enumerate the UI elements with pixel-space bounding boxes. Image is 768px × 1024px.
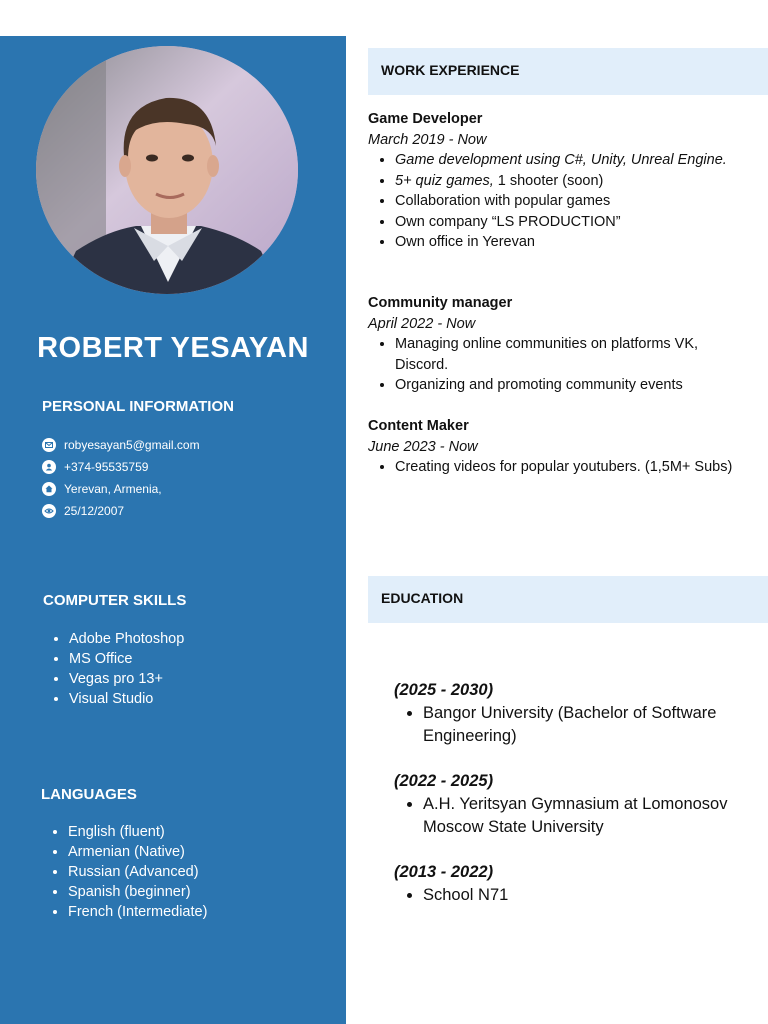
eye-icon [42,504,56,518]
job-game-developer [368,109,748,253]
job-title: Content Maker [368,418,469,434]
contact-email-text: robyesayan5@gmail.com [64,438,200,452]
list-item: • Bangor University (Bachelor of Software Engineering) [423,702,754,748]
portrait-image [36,46,298,294]
education-years: (2025 - 2030) [394,681,494,699]
job-bullets [368,334,748,396]
personal-info-heading: PERSONAL INFORMATION [42,398,234,415]
person-name: ROBERT YESAYAN [37,332,309,364]
education-entry [394,861,754,907]
list-item: • English (fluent) [68,822,207,842]
list-item: • French (Intermediate) [68,902,207,922]
list-item: • Armenian (Native) [68,842,207,862]
computer-skills-heading: COMPUTER SKILLS [43,592,187,609]
list-item: • School N71 [423,884,754,907]
education-years: (2022 - 2025) [394,772,494,790]
job-bullets [368,150,748,253]
contact-email [42,434,200,456]
list-item: • Vegas pro 13+ [69,669,184,689]
list-item: • Managing online communities on platforms VK, Discord. [395,334,748,375]
list-item: • Collaboration with popular games [395,191,748,212]
education-entry [394,770,754,839]
education-header [368,576,768,623]
job-community-manager [368,293,748,396]
job-bullets [368,457,748,478]
contact-address [42,478,200,500]
contact-phone-text: +374-95535759 [64,460,149,474]
job-date: April 2022 - Now [368,315,476,332]
education-heading: EDUCATION [381,590,464,606]
job-title: Game Developer [368,111,483,127]
list-item: • Spanish (beginner) [68,882,207,902]
sidebar [0,36,346,1024]
job-title: Community manager [368,295,513,311]
list-item: • Creating videos for popular youtubers. (1,5M+ Subs) [395,457,748,478]
contact-address-text: Yerevan, Armenia, [64,482,162,496]
list-item: • 5+ quiz games, 1 shooter (soon) [395,171,748,192]
job-date: June 2023 - Now [368,438,478,455]
languages-list [42,822,207,922]
job-content-maker [368,416,748,478]
list-item: • Adobe Photoshop [69,629,184,649]
list-item: • A.H. Yeritsyan Gymnasium at Lomonosov Moscow State University [423,793,754,839]
list-item: • MS Office [69,649,184,669]
education-years: (2013 - 2022) [394,863,494,881]
home-icon [42,482,56,496]
skills-list [43,629,184,709]
email-icon [42,438,56,452]
job-date: March 2019 - Now [368,131,487,148]
person-icon [42,460,56,474]
list-item: • Organizing and promoting community events [395,375,748,396]
contact-birthdate [42,500,200,522]
list-item: • Own company “LS PRODUCTION” [395,212,748,233]
list-item: • Own office in Yerevan [395,232,748,253]
work-experience-heading: WORK EXPERIENCE [381,62,520,78]
education-entry [394,679,754,748]
contact-birthdate-text: 25/12/2007 [64,504,125,518]
list-item: • Visual Studio [69,689,184,709]
work-experience-header [368,48,768,95]
contact-phone [42,456,200,478]
list-item: • Game development using C#, Unity, Unreal Engine. [395,150,748,171]
profile-photo [36,46,298,294]
list-item: • Russian (Advanced) [68,862,207,882]
contact-list [42,434,200,522]
languages-heading: LANGUAGES [41,786,137,803]
